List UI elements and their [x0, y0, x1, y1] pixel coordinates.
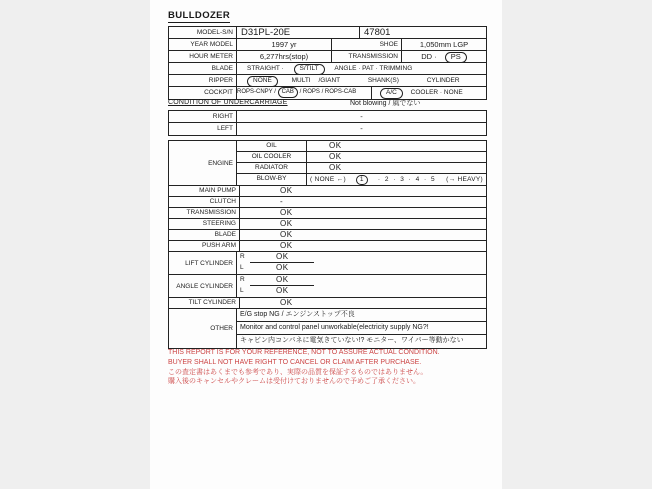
transmission-row-label: TRANSMISSION [186, 209, 236, 216]
shoe-label: SHOE [331, 39, 401, 50]
engine-radiator-label: RADIATOR [236, 163, 306, 173]
main-pump-label: MAIN PUMP [199, 187, 236, 194]
ripper-selected: NONE [247, 76, 278, 86]
undercarriage-left-row [169, 123, 486, 135]
spec-row-blade [169, 63, 486, 75]
engine-oil-value: OK [306, 141, 486, 151]
tilt-cylinder-label: TILT CYLINDER [188, 299, 236, 306]
engine-oil-cooler-row [236, 152, 486, 163]
lift-l-label: L [236, 263, 253, 274]
angle-cylinder-group [169, 275, 486, 298]
tilt-cylinder-row [169, 298, 486, 309]
blowby-levels: · 2 · 3 · 4 · 5 [377, 175, 437, 183]
ripper-option-multi: MULTI [291, 77, 311, 84]
hour-meter-value: 6,277hrs(stop) [236, 51, 331, 62]
push-arm-row [169, 241, 486, 252]
lift-cylinder-group [169, 252, 486, 275]
blowby-label: BLOW-BY [236, 174, 306, 185]
left-value: - [236, 123, 486, 135]
blowby-suffix: (→ HEAVY) [446, 175, 483, 183]
undercarriage-right-row [169, 111, 486, 123]
blade-label: BLADE [211, 65, 233, 72]
transmission-options: DD · [421, 52, 437, 61]
lift-r-label: R [236, 252, 253, 263]
transmission-row-value: OK [239, 208, 486, 218]
clutch-row [169, 197, 486, 208]
blade-selected: S/TILT [294, 64, 325, 74]
disclaimer-line: この査定書はあくまでも参考であり、実際の品質を保証するものではありません。 [168, 368, 428, 376]
other-group [169, 309, 486, 348]
clutch-label: CLUTCH [209, 198, 236, 205]
transmission-label: TRANSMISSION [331, 51, 401, 62]
year-model-value: 1997 yr [236, 39, 331, 50]
serial-value: 47801 [359, 27, 486, 38]
cockpit-option-pre: ROPS-CNPY / [237, 89, 276, 95]
engine-radiator-row [236, 163, 486, 174]
disclaimer [168, 348, 440, 387]
engine-oil-cooler-label: OIL COOLER [236, 152, 306, 162]
ripper-options [236, 75, 486, 86]
other-line: Monitor and control panel unworkable(electricity supply NG?! [236, 322, 486, 335]
ripper-option-giant: /GIANT [318, 77, 340, 84]
other-line: E/G stop NG / エンジンストップ不良 [236, 309, 486, 322]
angle-cylinder-right-row [236, 275, 486, 286]
blade-row [169, 230, 486, 241]
model-sn-label: MODEL-S/N [196, 29, 233, 36]
main-pump-value: OK [239, 186, 486, 196]
hour-meter-label: HOUR METER [189, 53, 233, 60]
transmission-selected: PS [445, 52, 467, 62]
blade-row-value: OK [239, 230, 486, 240]
blade-options [236, 63, 486, 74]
other-label: OTHER [210, 325, 233, 332]
main-pump-row [169, 186, 486, 197]
engine-blowby-row [236, 174, 486, 185]
lift-cylinder-left-row [236, 263, 486, 274]
transmission-value [401, 51, 486, 62]
blade-option-straight: STRAIGHT · [247, 65, 284, 72]
engine-oil-cooler-value: OK [306, 152, 486, 162]
report-page [150, 0, 502, 489]
disclaimer-line: 購入後のキャンセルやクレームは受付けておりませんので予めご了承ください。 [168, 378, 420, 386]
disclaimer-line: THIS REPORT IS FOR YOUR REFERENCE, NOT TO ASSURE ACTUAL CONDITION. [168, 349, 440, 356]
divider [250, 262, 314, 263]
steering-row [169, 219, 486, 230]
push-arm-label: PUSH ARM [202, 242, 236, 249]
blowby-scale [306, 174, 486, 185]
ripper-option-cylinder: CYLINDER [426, 77, 460, 84]
angle-r-value: OK [276, 275, 289, 284]
spec-table [168, 26, 487, 100]
ac-selected: A/C [380, 88, 403, 99]
angle-l-value: OK [276, 286, 289, 295]
year-model-label: YEAR MODEL [190, 41, 233, 48]
engine-label: ENGINE [208, 159, 233, 167]
disclaimer-line: BUYER SHALL NOT HAVE RIGHT TO CANCEL OR CLAIM AFTER PURCHASE. [168, 358, 422, 366]
report-title: BULLDOZER [168, 10, 231, 21]
cockpit-option-post: / ROPS / ROPS-CAB [299, 89, 357, 95]
spec-row-cockpit [169, 87, 486, 99]
blade-row-label: BLADE [214, 231, 236, 238]
lift-l-value: OK [276, 263, 289, 272]
cockpit-label: COCKPIT [204, 89, 233, 96]
lift-r-value: OK [276, 252, 289, 261]
transmission-row [169, 208, 486, 219]
spec-row-year [169, 39, 486, 51]
divider [250, 285, 314, 286]
steering-label: STEERING [202, 220, 236, 227]
engine-group [169, 141, 486, 186]
lift-cylinder-label: LIFT CYLINDER [185, 259, 233, 267]
ripper-shank-label: SHANK(S) [367, 77, 399, 84]
inspection-table [168, 140, 487, 349]
steering-value: OK [239, 219, 486, 229]
spec-row-model [169, 27, 486, 39]
other-line: キャビン内コンパネに電気きていない!? モニター、ワイパー等動かない [236, 335, 486, 348]
left-label: LEFT [217, 125, 233, 132]
engine-radiator-value: OK [306, 163, 486, 173]
angle-l-label: L [236, 286, 253, 297]
angle-r-label: R [236, 275, 253, 286]
engine-oil-row [236, 141, 486, 152]
undercarriage-section-label: CONDITION OF UNDERCARRIAGE [168, 99, 288, 106]
ripper-label: RIPPER [208, 77, 233, 84]
right-label: RIGHT [212, 113, 233, 120]
undercarriage-table [168, 110, 487, 136]
angle-cylinder-left-row [236, 286, 486, 297]
spec-row-hour [169, 51, 486, 63]
model-value: D31PL-20E [236, 27, 359, 38]
right-value: - [236, 111, 486, 122]
ac-options-rest: COOLER · NONE [410, 89, 463, 96]
angle-cylinder-label: ANGLE CYLINDER [176, 282, 233, 290]
spec-row-ripper [169, 75, 486, 87]
clutch-value: - [239, 197, 486, 207]
blowby-prefix: ( NONE ←) [310, 175, 346, 183]
undercarriage-note: Not blowing / 風でない [350, 100, 421, 107]
blowby-selected: 1 [356, 175, 368, 185]
blade-options-rest: ANGLE · PAT · TRIMMING [334, 65, 413, 72]
lift-cylinder-right-row [236, 252, 486, 263]
cockpit-selected: CAB [278, 87, 298, 98]
tilt-cylinder-value: OK [239, 298, 486, 308]
engine-oil-label: OIL [236, 141, 306, 151]
push-arm-value: OK [239, 241, 486, 251]
shoe-value: 1,050mm LGP [401, 39, 486, 50]
